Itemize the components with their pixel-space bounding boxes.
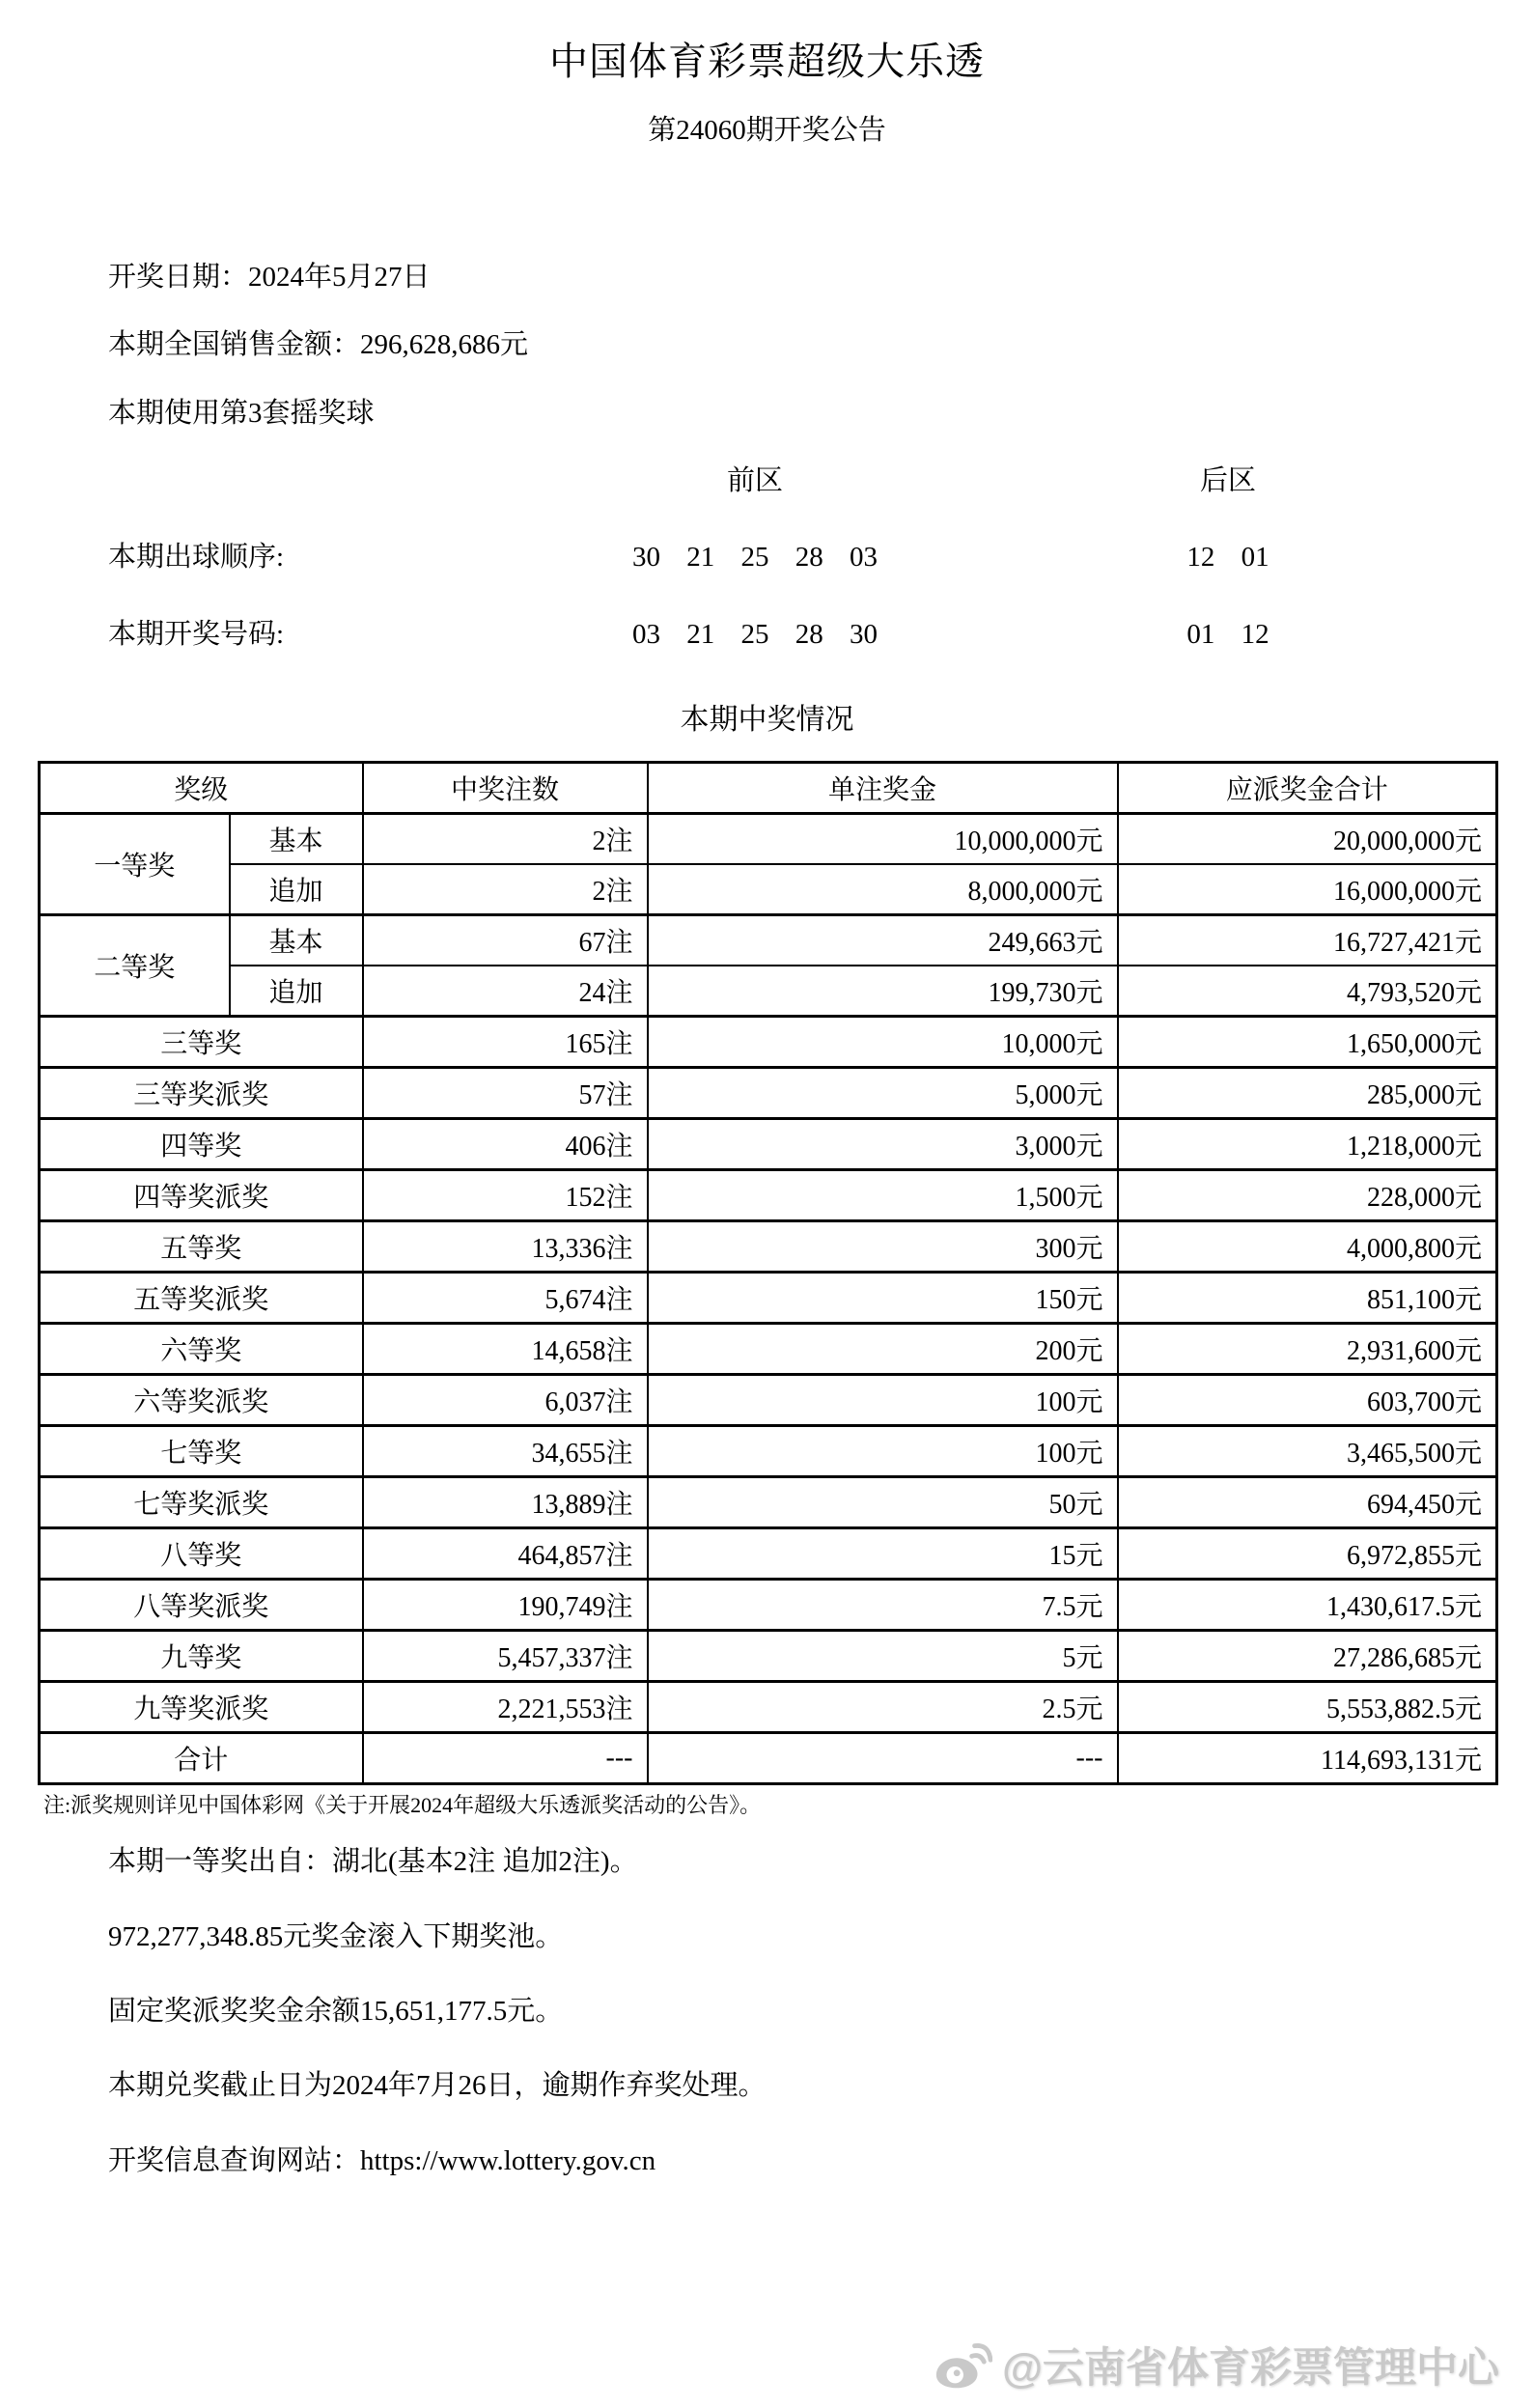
prize-cell: 249,663元 — [648, 915, 1118, 966]
grade-cell: 一等奖 — [40, 814, 230, 915]
grade-cell: 四等奖派奖 — [40, 1170, 363, 1221]
count-cell: 57注 — [363, 1068, 648, 1119]
first-prize-origin: 本期一等奖出自：湖北(基本2注 追加2注)。 — [108, 1846, 638, 1878]
table-row — [40, 1682, 1497, 1733]
count-cell: 464,857注 — [363, 1528, 648, 1580]
count-cell: 14,658注 — [363, 1324, 648, 1375]
prize-cell: 199,730元 — [648, 966, 1118, 1017]
prize-cell: 100元 — [648, 1426, 1118, 1477]
total-cell: 1,430,617.5元 — [1118, 1580, 1497, 1631]
grade-cell: 五等奖派奖 — [40, 1273, 363, 1324]
draw-order-row — [0, 542, 1534, 574]
total-cell: 20,000,000元 — [1118, 814, 1497, 865]
back-zone-label: 后区 — [1199, 465, 1256, 497]
total-cell: 228,000元 — [1118, 1170, 1497, 1221]
total-cell: 285,000元 — [1118, 1068, 1497, 1119]
national-sales: 本期全国销售金额：296,628,686元 — [108, 329, 529, 361]
table-row — [40, 1170, 1497, 1221]
watermark — [933, 2336, 1499, 2394]
count-cell: 152注 — [363, 1170, 648, 1221]
grade-cell: 四等奖 — [40, 1119, 363, 1170]
grade-cell: 七等奖派奖 — [40, 1477, 363, 1528]
count-cell: 190,749注 — [363, 1580, 648, 1631]
prize-cell: 10,000,000元 — [648, 814, 1118, 865]
total-cell: 27,286,685元 — [1118, 1631, 1497, 1682]
jackpot-rollover: 972,277,348.85元奖金滚入下期奖池。 — [108, 1920, 564, 1952]
prize-section-title: 本期中奖情况 — [680, 704, 854, 737]
prize-table — [38, 761, 1498, 1785]
table-row — [40, 1119, 1497, 1170]
winning-number-row — [0, 619, 1534, 651]
subtype-cell: 基本 — [230, 814, 363, 865]
count-cell: 6,037注 — [363, 1375, 648, 1426]
prize-cell: 2.5元 — [648, 1682, 1118, 1733]
count-cell: 5,457,337注 — [363, 1631, 648, 1682]
grade-cell: 三等奖 — [40, 1017, 363, 1068]
grade-cell: 六等奖 — [40, 1324, 363, 1375]
watermark-text: @云南省体育彩票管理中心 — [1002, 2345, 1499, 2392]
total-cell: 16,727,421元 — [1118, 915, 1497, 966]
prize-cell: 5,000元 — [648, 1068, 1118, 1119]
table-row-second-prize-basic — [40, 915, 1497, 966]
count-cell: 165注 — [363, 1017, 648, 1068]
page-title: 中国体育彩票超级大乐透 — [549, 40, 985, 83]
prize-cell: 3,000元 — [648, 1119, 1118, 1170]
count-cell: 13,336注 — [363, 1221, 648, 1273]
numbers-section — [0, 465, 1534, 651]
grade-cell: 三等奖派奖 — [40, 1068, 363, 1119]
issue-subtitle: 第24060期开奖公告 — [648, 115, 886, 146]
summary-paragraphs — [108, 1846, 1534, 2177]
table-row — [40, 1375, 1497, 1426]
winning-back-numbers: 01 12 — [1186, 618, 1269, 650]
table-row — [40, 1324, 1497, 1375]
total-cell: 1,218,000元 — [1118, 1119, 1497, 1170]
prize-cell: 100元 — [648, 1375, 1118, 1426]
table-row — [40, 1477, 1497, 1528]
table-row — [40, 1528, 1497, 1580]
header-count: 中奖注数 — [363, 763, 648, 814]
total-cell: 851,100元 — [1118, 1273, 1497, 1324]
grade-cell: 九等奖 — [40, 1631, 363, 1682]
table-row — [40, 1017, 1497, 1068]
prize-cell: 50元 — [648, 1477, 1118, 1528]
count-cell: 406注 — [363, 1119, 648, 1170]
prize-cell: 10,000元 — [648, 1017, 1118, 1068]
header-prize: 单注奖金 — [648, 763, 1118, 814]
count-cell: 34,655注 — [363, 1426, 648, 1477]
total-cell: 5,553,882.5元 — [1118, 1682, 1497, 1733]
subtype-cell: 追加 — [230, 966, 363, 1017]
total-cell: 2,931,600元 — [1118, 1324, 1497, 1375]
grade-cell: 六等奖派奖 — [40, 1375, 363, 1426]
table-header-row — [40, 763, 1497, 814]
prize-cell: 150元 — [648, 1273, 1118, 1324]
total-cell: 1,650,000元 — [1118, 1017, 1497, 1068]
count-cell: 5,674注 — [363, 1273, 648, 1324]
draw-info-block — [108, 262, 1534, 430]
table-row-first-prize-basic — [40, 814, 1497, 865]
ball-set: 本期使用第3套摇奖球 — [108, 397, 375, 429]
claim-deadline: 本期兑奖截止日为2024年7月26日，逾期作弃奖处理。 — [108, 2070, 767, 2102]
table-row-second-prize-extra — [40, 966, 1497, 1017]
count-cell: 67注 — [363, 915, 648, 966]
lottery-website-line[interactable]: 开奖信息查询网站：https://www.lottery.gov.cn — [108, 2144, 656, 2176]
header-total: 应派奖金合计 — [1118, 763, 1497, 814]
total-cell: 4,793,520元 — [1118, 966, 1497, 1017]
prize-cell: 15元 — [648, 1528, 1118, 1580]
total-cell: 603,700元 — [1118, 1375, 1497, 1426]
prize-cell: 1,500元 — [648, 1170, 1118, 1221]
subtype-cell: 基本 — [230, 915, 363, 966]
prize-cell: 8,000,000元 — [648, 864, 1118, 915]
grade-cell: 合计 — [40, 1733, 363, 1784]
total-cell: 694,450元 — [1118, 1477, 1497, 1528]
count-cell: --- — [363, 1733, 648, 1784]
table-row — [40, 1580, 1497, 1631]
draw-order-front-numbers: 30 21 25 28 03 — [632, 542, 878, 574]
draw-date: 开奖日期：2024年5月27日 — [108, 262, 431, 293]
table-row — [40, 1426, 1497, 1477]
grade-cell: 八等奖 — [40, 1528, 363, 1580]
table-total-row — [40, 1733, 1497, 1784]
draw-order-label: 本期出球顺序: — [108, 542, 285, 574]
count-cell: 24注 — [363, 966, 648, 1017]
grade-cell: 五等奖 — [40, 1221, 363, 1273]
prize-cell: 7.5元 — [648, 1580, 1118, 1631]
prize-cell: 300元 — [648, 1221, 1118, 1273]
total-cell: 4,000,800元 — [1118, 1221, 1497, 1273]
grade-cell: 八等奖派奖 — [40, 1580, 363, 1631]
grade-cell: 九等奖派奖 — [40, 1682, 363, 1733]
weibo-icon — [933, 2340, 992, 2391]
prize-cell: --- — [648, 1733, 1118, 1784]
zone-header-row — [0, 465, 1534, 497]
table-footnote: 注:派奖规则详见中国体彩网《关于开展2024年超级大乐透派奖活动的公告》。 — [43, 1793, 762, 1818]
prize-cell: 5元 — [648, 1631, 1118, 1682]
table-row — [40, 1068, 1497, 1119]
table-row — [40, 1631, 1497, 1682]
subtype-cell: 追加 — [230, 864, 363, 915]
grade-cell: 七等奖 — [40, 1426, 363, 1477]
count-cell: 2注 — [363, 864, 648, 915]
total-cell: 6,972,855元 — [1118, 1528, 1497, 1580]
winning-front-numbers: 03 21 25 28 30 — [632, 618, 878, 650]
total-cell: 3,465,500元 — [1118, 1426, 1497, 1477]
table-row-first-prize-extra — [40, 864, 1497, 915]
count-cell: 2注 — [363, 814, 648, 865]
total-cell: 114,693,131元 — [1118, 1733, 1497, 1784]
fixed-prize-balance: 固定奖派奖奖金余额15,651,177.5元。 — [108, 1996, 564, 2028]
total-cell: 16,000,000元 — [1118, 864, 1497, 915]
count-cell: 13,889注 — [363, 1477, 648, 1528]
header-grade: 奖级 — [40, 763, 363, 814]
front-zone-label: 前区 — [726, 465, 783, 497]
prize-cell: 200元 — [648, 1324, 1118, 1375]
winning-number-label: 本期开奖号码: — [108, 618, 285, 650]
table-row — [40, 1221, 1497, 1273]
grade-cell: 二等奖 — [40, 915, 230, 1017]
table-row — [40, 1273, 1497, 1324]
count-cell: 2,221,553注 — [363, 1682, 648, 1733]
draw-order-back-numbers: 12 01 — [1186, 542, 1269, 574]
